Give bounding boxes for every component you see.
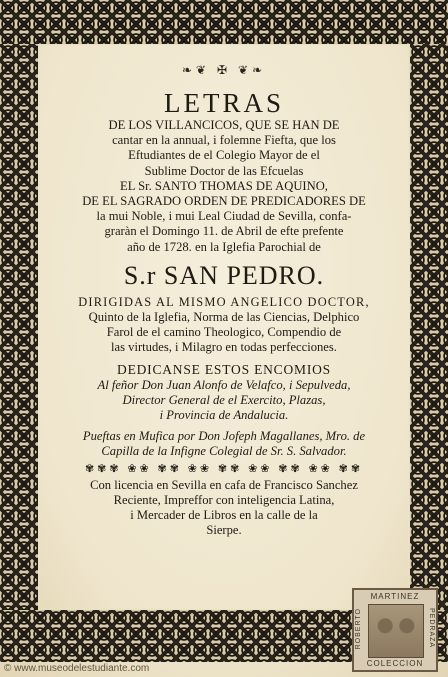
imprint-line: Reciente, Impreffor con inteligencia Latina,	[113, 492, 335, 507]
dedicanse-heading: DEDICANSE ESTOS ENCOMIOS	[117, 361, 331, 377]
music-line: Pueftas en Mufica por Don Jofeph Magallanes, Mro. de	[82, 429, 366, 444]
dirigidas-line: Farol de el camino Theologico, Compendio de	[106, 325, 342, 340]
imprint-line: Con licencia en Sevilla en cafa de Francisco Sanchez	[90, 477, 358, 492]
document-text	[46, 62, 402, 538]
dedicatee-line: Director General de el Exercito, Plazas,	[122, 392, 326, 407]
dedicatee-line: Al feñor Don Juan Alonfo de Velafco, i Sepulveda,	[97, 377, 351, 392]
stamp-portrait-icon	[368, 604, 424, 658]
music-line: Capilla de la Infigne Colegial de Sr. S. Salvador.	[101, 444, 347, 459]
music-block	[46, 429, 402, 459]
stamp-left-text: ROBERTO	[355, 608, 362, 650]
dirigidas-block	[46, 295, 402, 356]
imprint-block	[46, 478, 402, 539]
ornament-top-icon: ❧❦ ✠ ❦❧	[181, 63, 267, 77]
intro-line: EL Sr. SANTO THOMAS DE AQUINO,	[120, 178, 328, 193]
saint-name-heading: S.r SAN PEDRO.	[123, 260, 325, 290]
ornamental-border-right	[410, 44, 448, 610]
intro-line: DE EL SAGRADO ORDEN DE PREDICADORES DE	[82, 194, 366, 209]
imprint-line: Sierpe.	[206, 523, 242, 538]
stamp-top-text: MARTINEZ	[370, 592, 420, 601]
dirigidas-line: Quinto de la Iglefia, Norma de las Ciencias, Delphico	[88, 310, 360, 325]
intro-line: Sublime Doctor de las Efcuelas	[144, 163, 304, 178]
ornamental-border-top	[0, 0, 448, 44]
dedicatee-block	[46, 378, 402, 424]
intro-line: Eftudiantes de el Colegio Mayor de el	[128, 148, 320, 163]
stamp-right-text: PEDRAZA	[428, 608, 435, 649]
intro-line: la mui Noble, i mui Leal Ciudad de Sevilla, confa-	[96, 209, 352, 224]
watermark-text: © www.museodelestudiante.com	[4, 663, 150, 674]
intro-line: DE LOS VILLANCICOS, QUE SE HAN DE	[108, 118, 340, 132]
fleuron-divider-icon: ✾✾✾ ❀❀ ✾✾ ❀❀ ✾✾ ❀❀ ✾✾ ❀❀ ✾✾	[84, 462, 364, 475]
ornamental-border-left	[0, 44, 38, 610]
dedicatee-line: i Provincia de Andalucia.	[159, 408, 289, 423]
dirigidas-line: DIRIGIDAS AL MISMO ANGELICO DOCTOR,	[78, 294, 370, 309]
collection-stamp	[352, 588, 438, 672]
intro-line: cantar en la annual, i folemne Fiefta, que los	[112, 133, 336, 148]
imprint-line: i Mercader de Libros en la calle de la	[130, 508, 318, 523]
intro-line: año de 1728. en la Iglefia Parochial de	[127, 239, 321, 254]
intro-line: graràn el Domingo 11. de Abril de efte prefente	[104, 224, 344, 239]
intro-block	[46, 118, 402, 255]
stamp-bottom-text: COLECCION	[366, 659, 424, 668]
dirigidas-line: las virtudes, i Milagro en todas perfecciones.	[111, 340, 337, 355]
page-title: LETRAS	[163, 88, 284, 118]
